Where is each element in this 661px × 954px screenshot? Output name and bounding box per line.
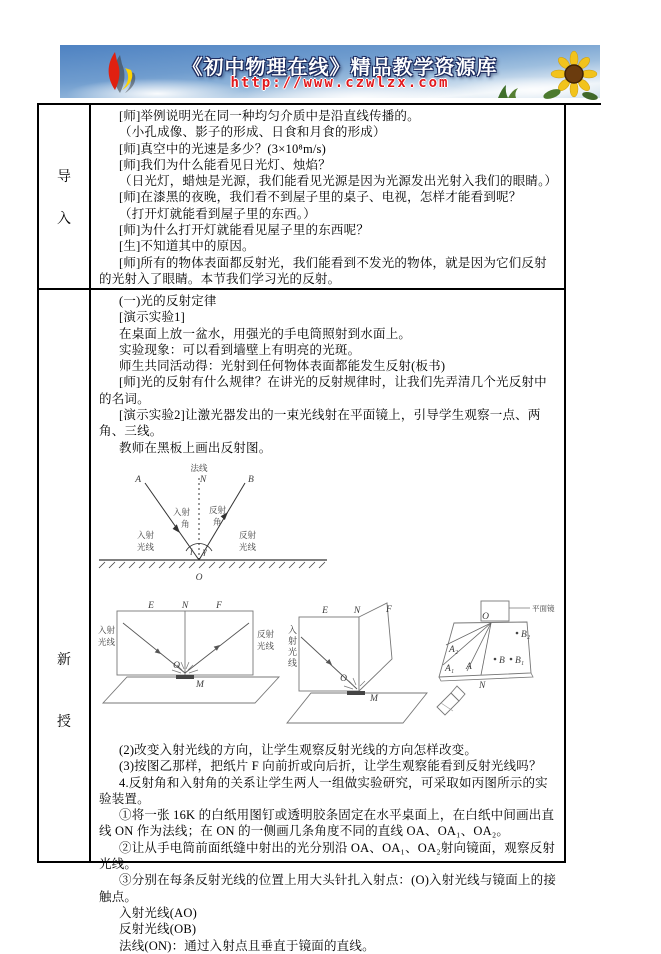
paragraph: [师]举例说明光在同一种均匀介质中是沿直线传播的。 [119, 109, 420, 123]
paragraph: [师]我们为什么能看见日光灯、烛焰？ [119, 157, 331, 172]
paragraph: ③分别在每条反射光线的位置上用大头针扎入射点：(O)入射光线与镜面上的接触点。 [99, 873, 557, 904]
paragraph: ②让从手电筒前面纸缝中射出的光分别沿 OA、OA₁、OA₂射向镜面，观察反射光线。 [99, 840, 556, 872]
row-label-intro-text: 导入 [57, 170, 71, 227]
paragraph: 反射光线(OB) [119, 922, 197, 937]
label-reflected-ray: 反射 [239, 529, 257, 540]
label-point-b: B [248, 474, 254, 485]
paragraph: [演示实验1] [119, 310, 185, 325]
paragraph: 入射光线(AO) [119, 905, 197, 920]
figure-bing [433, 597, 563, 736]
paragraph: (2)改变入射光线的方向，让学生观察反射光线的方向怎样改变。 [119, 742, 478, 757]
paragraph: [师]真空中的光速是多少？(3×10⁸m/s) [119, 141, 326, 156]
label-reflected-ray: 反射 [257, 628, 275, 639]
sunflower-icon [538, 53, 598, 98]
label-e: E [322, 605, 328, 616]
label-f: F [386, 604, 392, 615]
label-incident-ray: 光线 [98, 636, 116, 647]
label-n: N [353, 605, 361, 616]
table-border-overhang [566, 103, 601, 105]
paragraph: (3)按图乙那样，把纸片 F 向前折或向后折，让学生观察能看到反射光线吗？ [119, 759, 542, 774]
paragraph: [师]所有的物体表面都反射光，我们能看到不发光的物体，就是因为它们反射的光射入了眼睛。本节我们学习光的反射。 [99, 255, 547, 286]
teach-content [91, 293, 564, 954]
experiment-figures [97, 597, 564, 736]
label-plane-mirror: 平面镜 [532, 603, 555, 613]
paragraph: ①将一张 16K 的白纸用图钉或透明胶条固定在水平桌面上，在白纸中间画出直线 ON 作为法线；在 ON 的一侧画几条角度不同的直线 OA、OA₁、OA₂。 [99, 808, 555, 839]
label-point-o: O [482, 611, 489, 622]
figure-yi [285, 597, 431, 732]
label-m: M [370, 693, 378, 704]
paragraph: [生]不知道其中的原因。 [119, 239, 255, 254]
label-point-o: O [195, 572, 203, 583]
label-incident-angle: 入射 [173, 506, 191, 517]
label-reflected-ray: 光线 [239, 541, 257, 552]
label-normal-name: 法线 [190, 462, 208, 473]
label-a1: A₁ [445, 663, 455, 674]
paragraph: 师生共同活动得：光射到任何物体表面都能发生反射(板书) [119, 359, 446, 374]
label-reflected-angle: 角 [213, 516, 222, 527]
label-a2: A₂ [449, 644, 459, 655]
label-b1: B₁ [515, 655, 525, 666]
label-incident-ray: 光线 [137, 541, 155, 552]
banner-url-link[interactable]: http://www.czwlzx.com [230, 75, 450, 91]
label-point-a: A [135, 474, 141, 485]
paragraph: 在桌面上放一盆水，用强光的手电筒照射到水面上。 [119, 326, 412, 341]
paragraph: [师]为什么打开灯就能看见屋子里的东西呢？ [119, 223, 370, 238]
paragraph: [师]光的反射有什么规律？在讲光的反射规律时，让我们先弄清几个光反射中的名词。 [99, 375, 547, 406]
label-reflected-angle: 反射 [209, 504, 227, 515]
label-a: A [466, 661, 472, 672]
paragraph: （打开灯就能看到屋子里的东西。） [119, 206, 316, 221]
label-normal-letter: N [199, 474, 207, 485]
row-label-teach-text: 新授 [57, 653, 71, 730]
paragraph: [演示实验2]让激光器发出的一束光线射在平面镜上，引导学生观察一点、两角、三线。 [99, 408, 541, 439]
lesson-table [37, 103, 566, 953]
label-reflected-ray: 光线 [257, 640, 275, 651]
label-point-o: O [340, 673, 347, 684]
paragraph: [师]在漆黑的夜晚，我们看不到屋子里的桌子、电视，怎样才能看到呢？ [119, 190, 522, 205]
label-e: E [148, 600, 154, 611]
label-b2: B₂ [521, 629, 531, 640]
label-incident-angle: 角 [181, 518, 190, 529]
intro-content [91, 108, 564, 287]
table-row-divider [39, 288, 564, 290]
label-m: M [196, 679, 204, 690]
site-banner [60, 45, 600, 98]
row-label-teach [39, 290, 89, 861]
label-f: F [216, 600, 222, 611]
label-angle-i: i [190, 547, 193, 558]
label-incident-ray: 入射 [137, 529, 155, 540]
label-angle-r: γ [203, 546, 207, 557]
paragraph: 实验现象：可以看到墙壁上有明亮的光斑。 [119, 342, 361, 357]
reflection-diagram [97, 460, 332, 586]
label-n: N [181, 600, 189, 611]
label-n: N [479, 680, 486, 691]
paragraph: (一)光的反射定律 [119, 294, 217, 308]
label-incident-ray-vertical: 入射光线 [287, 624, 297, 669]
banner-title: 《初中物理在线》精品教学资源库 [182, 57, 498, 79]
teach-bottom-text [91, 742, 564, 954]
paragraph: 法线(ON)：通过入射点且垂直于镜面的直线。 [119, 938, 375, 953]
grass-icon [496, 84, 522, 98]
figure-jia [97, 597, 283, 724]
paragraph: 4.反射角和入射角的关系让学生两人一组做实验研究，可采取如丙图所示的实验装置。 [99, 775, 548, 806]
row-label-intro [39, 105, 89, 288]
label-point-o: O [173, 660, 180, 671]
paragraph: （日光灯，蜡烛是光源，我们能看见光源是因为光源发出光射入我们的眼睛。） [119, 174, 558, 189]
label-b: B [499, 655, 505, 666]
paragraph: 教师在黑板上画出反射图。 [119, 440, 272, 455]
label-incident-ray: 入射 [98, 624, 116, 635]
paragraph: （小孔成像、影子的形成、日食和月食的形成） [119, 125, 386, 140]
